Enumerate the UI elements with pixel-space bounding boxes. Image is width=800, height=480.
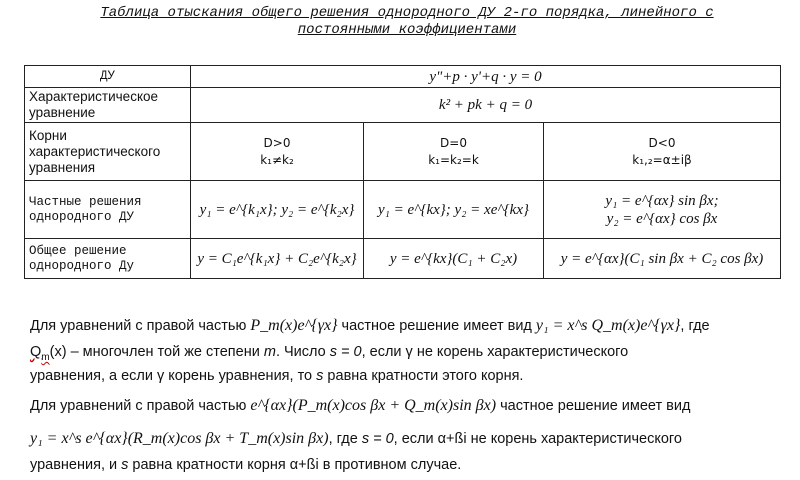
paragraph-1-line-2: [30, 342, 790, 368]
case-3-particular-1: y₁ = e^{αx} sin βx;: [605, 192, 719, 209]
paragraph-2-line-2: [30, 428, 790, 450]
case-3-roots-cell: [544, 123, 781, 181]
table-row: [25, 239, 781, 279]
case-3-particular-cell: [544, 181, 781, 239]
text: m: [41, 351, 50, 363]
solutions-table: [24, 65, 781, 279]
char-equation-cell: k² + pk + q = 0: [191, 88, 781, 123]
text: – многочлен той же степени: [66, 344, 264, 360]
text: частное решение имеет вид: [500, 398, 691, 414]
text: Q: [30, 344, 42, 360]
formula-particular-2: y₁ = x^s e^{αx}(R_m(x)cos βx + T_m(x)sin βx): [30, 430, 329, 447]
text: s: [121, 457, 129, 473]
text: уравнения, а если γ корень уравнения, то: [30, 368, 317, 384]
table-row: [25, 66, 781, 88]
paragraph-1-line-3: [30, 366, 790, 387]
case-2-particular: y₁ = e^{kx}; y₂ = xe^{kx}: [364, 181, 544, 239]
case-2-roots: k₁=k₂=k: [428, 152, 479, 167]
text: уравнения, и: [30, 457, 122, 473]
equation-cell: y"+p · y'+q · y = 0: [191, 66, 781, 88]
text: , если γ не корень характеристического: [361, 344, 629, 360]
text: Для уравнений с правой частью: [30, 398, 247, 414]
case-1-roots-cell: [191, 123, 364, 181]
table-row: [25, 123, 781, 181]
paragraph-2-line-1: [30, 395, 790, 417]
row-header-char-eq: Характеристическое уравнение: [25, 88, 191, 123]
text: s = 0: [329, 344, 362, 360]
title-line-1: Таблица отыскания общего решения однородного ДУ 2-го порядка, линейного с: [100, 5, 714, 21]
text: , где: [328, 431, 362, 447]
formula-rhs-1: P_m(x)e^{γx}: [250, 317, 338, 334]
table-row: [25, 181, 781, 239]
text: равна кратности корня α+ßi в противном случае.: [128, 457, 462, 473]
text: s: [316, 368, 324, 384]
text: m: [263, 344, 276, 360]
case-3-roots: k₁,₂=α±iβ: [632, 152, 692, 167]
text: s = 0: [361, 431, 394, 447]
text: (x): [49, 344, 67, 360]
case-1-general: y = C₁e^{k₁x} + C₂e^{k₂x}: [191, 239, 364, 279]
paragraph-1-line-1: [30, 315, 790, 337]
case-1-condition: D>0: [263, 135, 291, 150]
case-3-general: y = e^{αx}(C₁ sin βx + C₂ cos βx): [544, 239, 781, 279]
case-2-roots-cell: [364, 123, 544, 181]
case-1-roots: k₁≠k₂: [260, 152, 294, 167]
case-3-particular-2: y₂ = e^{αx} cos βx: [606, 210, 718, 227]
text: , если α+ßi не корень характеристического: [393, 431, 682, 447]
case-1-particular: y₁ = e^{k₁x}; y₂ = e^{k₂x}: [191, 181, 364, 239]
text: равна кратности этого корня.: [323, 368, 524, 384]
row-header-du: ДУ: [25, 66, 191, 88]
case-3-condition: D<0: [648, 135, 676, 150]
table-row: [25, 88, 781, 123]
paragraph-2-line-3: [30, 455, 790, 476]
formula-particular-1: y₁ = x^s Q_m(x)e^{γx}: [535, 317, 681, 334]
formula-rhs-2: e^{αx}(P_m(x)cos βx + Q_m(x)sin βx): [250, 397, 497, 414]
text: частное решение имеет вид: [341, 318, 532, 334]
case-2-condition: D=0: [440, 135, 467, 150]
text: , где: [680, 318, 710, 334]
row-header-particular: Частные решения однородного ДУ: [25, 181, 191, 239]
row-header-roots: Корни характеристического уравнения: [25, 123, 191, 181]
text: Для уравнений с правой частью: [30, 318, 247, 334]
row-header-general: Общее решение однородного Ду: [25, 239, 191, 279]
title-line-2: постоянными коэффициентами: [297, 22, 517, 38]
case-2-general: y = e^{kx}(C₁ + C₂x): [364, 239, 544, 279]
text: . Число: [275, 344, 330, 360]
page-title: [22, 5, 792, 39]
